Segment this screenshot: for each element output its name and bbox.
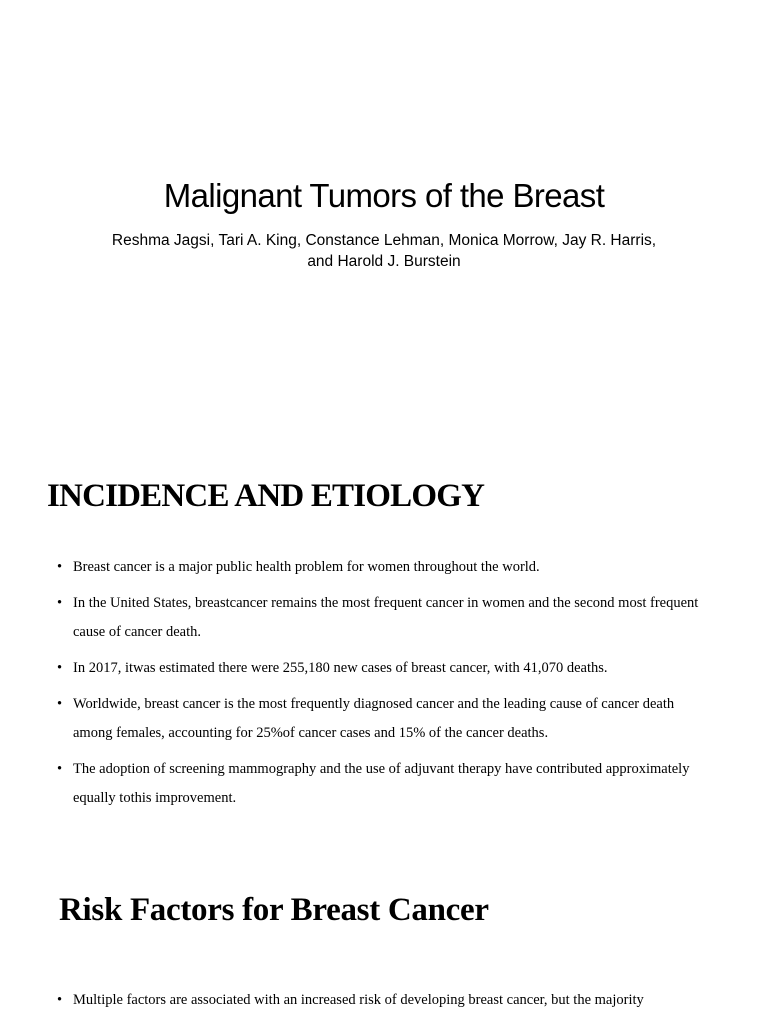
list-item-text: In the United States, breastcancer remains the most frequent cancer in women and the second most frequent cause of cancer death. [73,595,699,640]
list-item-text: In 2017, itwas estimated there were 255,180 new cases of breast cancer, with 41,070 deaths. [73,660,608,676]
bullet-icon: • [57,660,63,676]
list-item [57,755,717,813]
title-slide [0,0,768,430]
incidence-bullet-list [57,553,717,820]
section-heading-risk-factors: Risk Factors for Breast Cancer [59,892,489,928]
bullet-icon: • [57,761,63,777]
list-item [57,589,717,647]
list-item-text: Multiple factors are associated with an increased risk of developing breast cancer, but the majority [73,992,644,1008]
list-item [57,553,717,582]
section-heading-incidence: INCIDENCE AND ETIOLOGY [47,478,485,514]
bullet-icon: • [57,559,63,575]
risk-bullet-list [57,986,717,1022]
list-item-text: Worldwide, breast cancer is the most frequently diagnosed cancer and the leading cause of cancer death among females, accounting for 25%of cancer cases and 15% of the cancer deaths. [73,696,675,741]
bullet-icon: • [57,595,63,611]
list-item [57,654,717,683]
list-item-text: Breast cancer is a major public health problem for women throughout the world. [73,559,540,575]
author-list: Reshma Jagsi, Tari A. King, Constance Lehman, Monica Morrow, Jay R. Harris, and Harold J. Burstein [111,232,657,270]
document-title: Malignant Tumors of the Breast [163,177,605,214]
bullet-icon: • [57,992,63,1008]
list-item [57,690,717,748]
bullet-icon: • [57,696,63,712]
list-item-text: The adoption of screening mammography and the use of adjuvant therapy have contributed approximately equally tothis improvement. [73,761,690,806]
list-item [57,986,717,1015]
